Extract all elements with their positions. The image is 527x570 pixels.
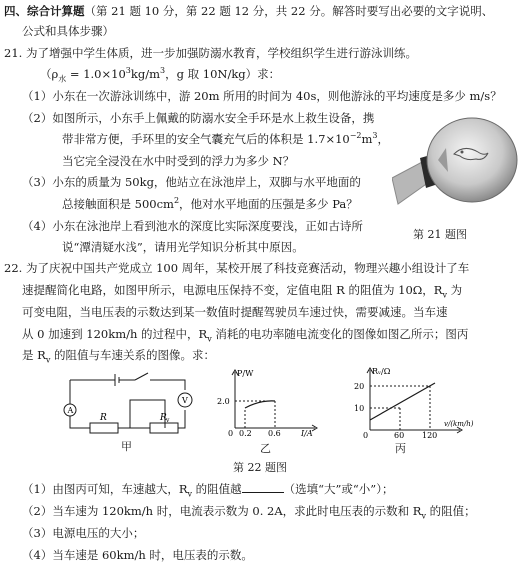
q22-part1: （1）由图丙可知，车速越大，$R_v$ 的阻值越 （选填“大”或“小”）； xyxy=(22,482,394,499)
voltmeter-label: V xyxy=(182,396,188,405)
fig-yi-label: 乙 xyxy=(260,442,271,455)
q22-line1: 22. 为了庆祝中国共产党成立 100 周年，某校开展了科技竞赛活动，物理兴趣小组设计了车 xyxy=(4,261,470,275)
svg-text:10: 10 xyxy=(354,404,365,413)
q22-line3: 可变电阻，当电压表的示数达到某一数值时提醒驾驶员车速过快，需要减速。当车速 xyxy=(22,305,448,319)
section-note-cont: 公式和具体步骤） xyxy=(22,24,114,38)
q21-given: （$\rho_水 = 1.0\times 10^3kg/m^3$，g 取 10N/kg）求： xyxy=(40,66,281,84)
resistor-rv-label: R xyxy=(160,413,167,423)
svg-text:0: 0 xyxy=(363,431,369,440)
section-title: 四、综合计算题 xyxy=(4,4,85,18)
q21-figure-caption: 第 21 题图 xyxy=(413,228,467,241)
q21-number: 21. xyxy=(4,46,23,60)
q21-stem-line xyxy=(4,45,417,61)
q21-part2-line3: 当它完全浸没在水中时受到的浮力为多少 N？ xyxy=(62,154,295,168)
chart-rv-vs-speed xyxy=(350,364,480,440)
circuit-diagram xyxy=(60,370,195,440)
svg-text:0: 0 xyxy=(228,429,234,438)
q22-part2: （2）当车速为 120km/h 时，电流表示数为 0. 2A，求此时电压表的示数和 $R_v$ 的阻值； xyxy=(22,504,476,521)
q22-number: 22. xyxy=(4,261,23,275)
svg-text:v/(km/h): v/(km/h) xyxy=(444,420,474,428)
svg-text:0.2: 0.2 xyxy=(239,429,252,438)
svg-text:2.0: 2.0 xyxy=(217,397,230,406)
q22-line4: 从 0 加速到 120km/h 的过程中，$R_v$ 消耗的电功率随电流变化的图像如图乙所示；图丙 xyxy=(22,327,469,344)
ammeter-label: A xyxy=(67,406,74,415)
q21-part2-line2: 带非常方便，手环里的安全气囊充气后的体积是 $1.7\times 10^{-2}m^3$， xyxy=(62,131,390,146)
svg-text:60: 60 xyxy=(394,431,405,440)
q21-part1: （1）小东在一次游泳训练中，游 20m 所用的时间为 40s，则他游泳的平均速度是多少 m/s？ xyxy=(22,89,502,103)
q21-part4-line2: 说“潭清疑水浅”，请用光学知识分析其中原因。 xyxy=(62,240,304,254)
svg-text:I/A: I/A xyxy=(301,429,313,438)
q21-part4-line1: （4）小东在泳池岸上看到池水的深度比实际深度要浅，正如古诗所 xyxy=(22,219,363,233)
section-note: （第 21 题 10 分，第 22 题 12 分，共 22 分。解答时要写出必要的文字说明、 xyxy=(84,4,494,18)
wristband-airbag-image xyxy=(392,108,522,218)
svg-text:P/W: P/W xyxy=(237,369,254,378)
q21-part2-line1: （2）如图所示，小东手上佩戴的防溺水安全手环是水上救生设备，携 xyxy=(22,111,375,125)
svg-text:Rᵥ/Ω: Rᵥ/Ω xyxy=(372,367,391,376)
q22-part3: （3）电源电压的大小； xyxy=(22,526,145,540)
fig-bing-label: 丙 xyxy=(395,442,406,455)
svg-text:0.6: 0.6 xyxy=(268,429,281,438)
q22-figure-caption: 第 22 题图 xyxy=(233,461,287,474)
q21-stem: 为了增强中学生体质，进一步加强防溺水教育，学校组织学生进行游泳训练。 xyxy=(25,46,417,60)
q21-part3-line2: 总接触面积是 $500cm^2$，他对水平地面的压强是多少 Pa？ xyxy=(62,196,358,211)
answer-blank[interactable] xyxy=(242,481,284,493)
q22-line5: 是 $R_v$ 的阻值与车速关系的图像。求： xyxy=(22,348,216,365)
svg-text:20: 20 xyxy=(354,382,365,391)
section-header xyxy=(4,3,493,19)
q22-part4: （4）当车速是 60km/h 时，电压表的示数。 xyxy=(22,548,253,562)
fig-jia-label: 甲 xyxy=(121,440,132,453)
svg-text:120: 120 xyxy=(422,431,438,440)
resistor-r-label: R xyxy=(100,413,107,423)
svg-text:v: v xyxy=(166,417,170,424)
q21-part3-line1: （3）小东的质量为 50kg，他站立在泳池岸上，双脚与水平地面的 xyxy=(22,175,361,189)
q22-line2: 速提醒简化电路，如图甲所示，电源电压保持不变，定值电阻 R 的阻值为 10Ω，$R_v$ 为 xyxy=(22,283,463,300)
chart-p-vs-i xyxy=(215,368,325,438)
